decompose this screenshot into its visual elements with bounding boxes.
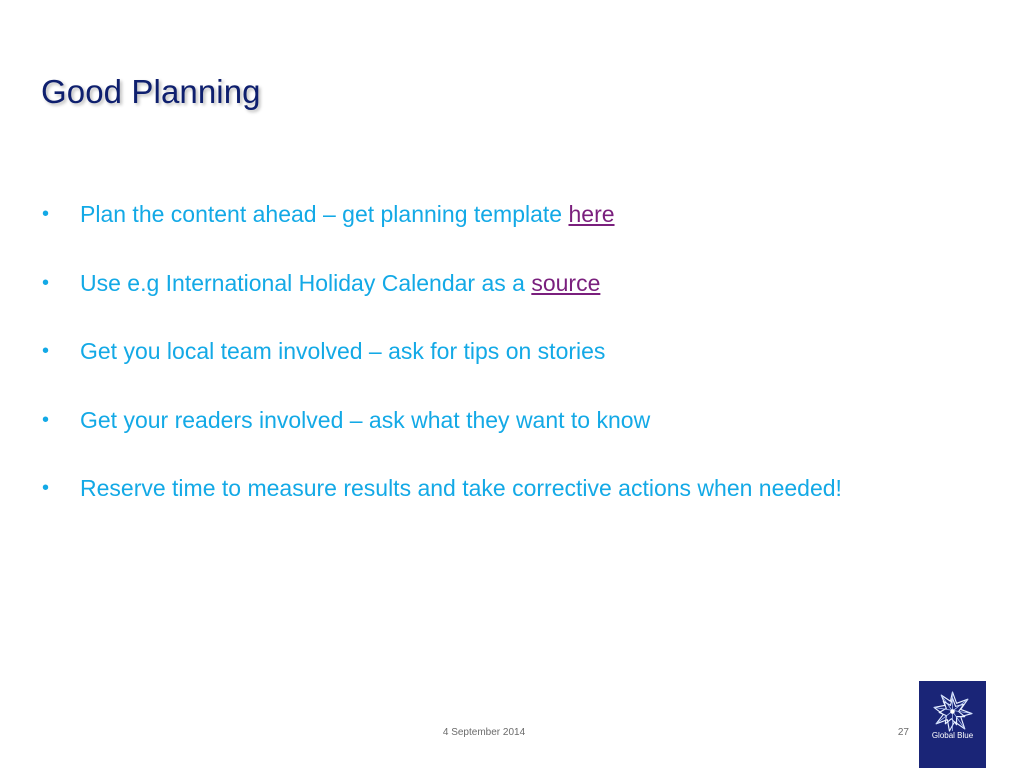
bullet-marker: • bbox=[42, 408, 50, 431]
bullet-marker: • bbox=[42, 271, 50, 294]
bullet-item-planning-template bbox=[0, 196, 842, 265]
bullet-marker: • bbox=[42, 203, 50, 225]
bullet-text: Get you local team involved – ask for tips on stories bbox=[80, 338, 606, 364]
bullet-text: Reserve time to measure results and take corrective actions when needed! bbox=[80, 475, 842, 501]
global-blue-logo bbox=[919, 681, 986, 768]
bullet-text: Use e.g International Holiday Calendar as a bbox=[80, 269, 532, 296]
bullet-text: Get your readers involved – ask what they want to know bbox=[80, 406, 651, 433]
bullet-item-measure-results bbox=[0, 470, 842, 539]
bullet-item-readers bbox=[0, 402, 842, 471]
bullet-marker: • bbox=[42, 477, 50, 499]
bullet-item-holiday-calendar bbox=[0, 265, 842, 334]
page-number: 27 bbox=[897, 727, 909, 738]
bullet-text: Plan the content ahead – get planning template bbox=[80, 201, 569, 227]
star-burst-icon bbox=[932, 691, 973, 732]
bullet-list bbox=[0, 196, 842, 539]
bullet-marker: • bbox=[42, 340, 50, 362]
footer-date: 4 September 2014 bbox=[442, 727, 526, 738]
slide-title: Good Planning bbox=[41, 73, 261, 110]
calendar-source-link[interactable]: source bbox=[531, 269, 601, 296]
logo-text: Global Blue bbox=[931, 731, 974, 740]
bullet-item-local-team bbox=[0, 333, 842, 402]
planning-template-link[interactable]: here bbox=[568, 201, 615, 227]
